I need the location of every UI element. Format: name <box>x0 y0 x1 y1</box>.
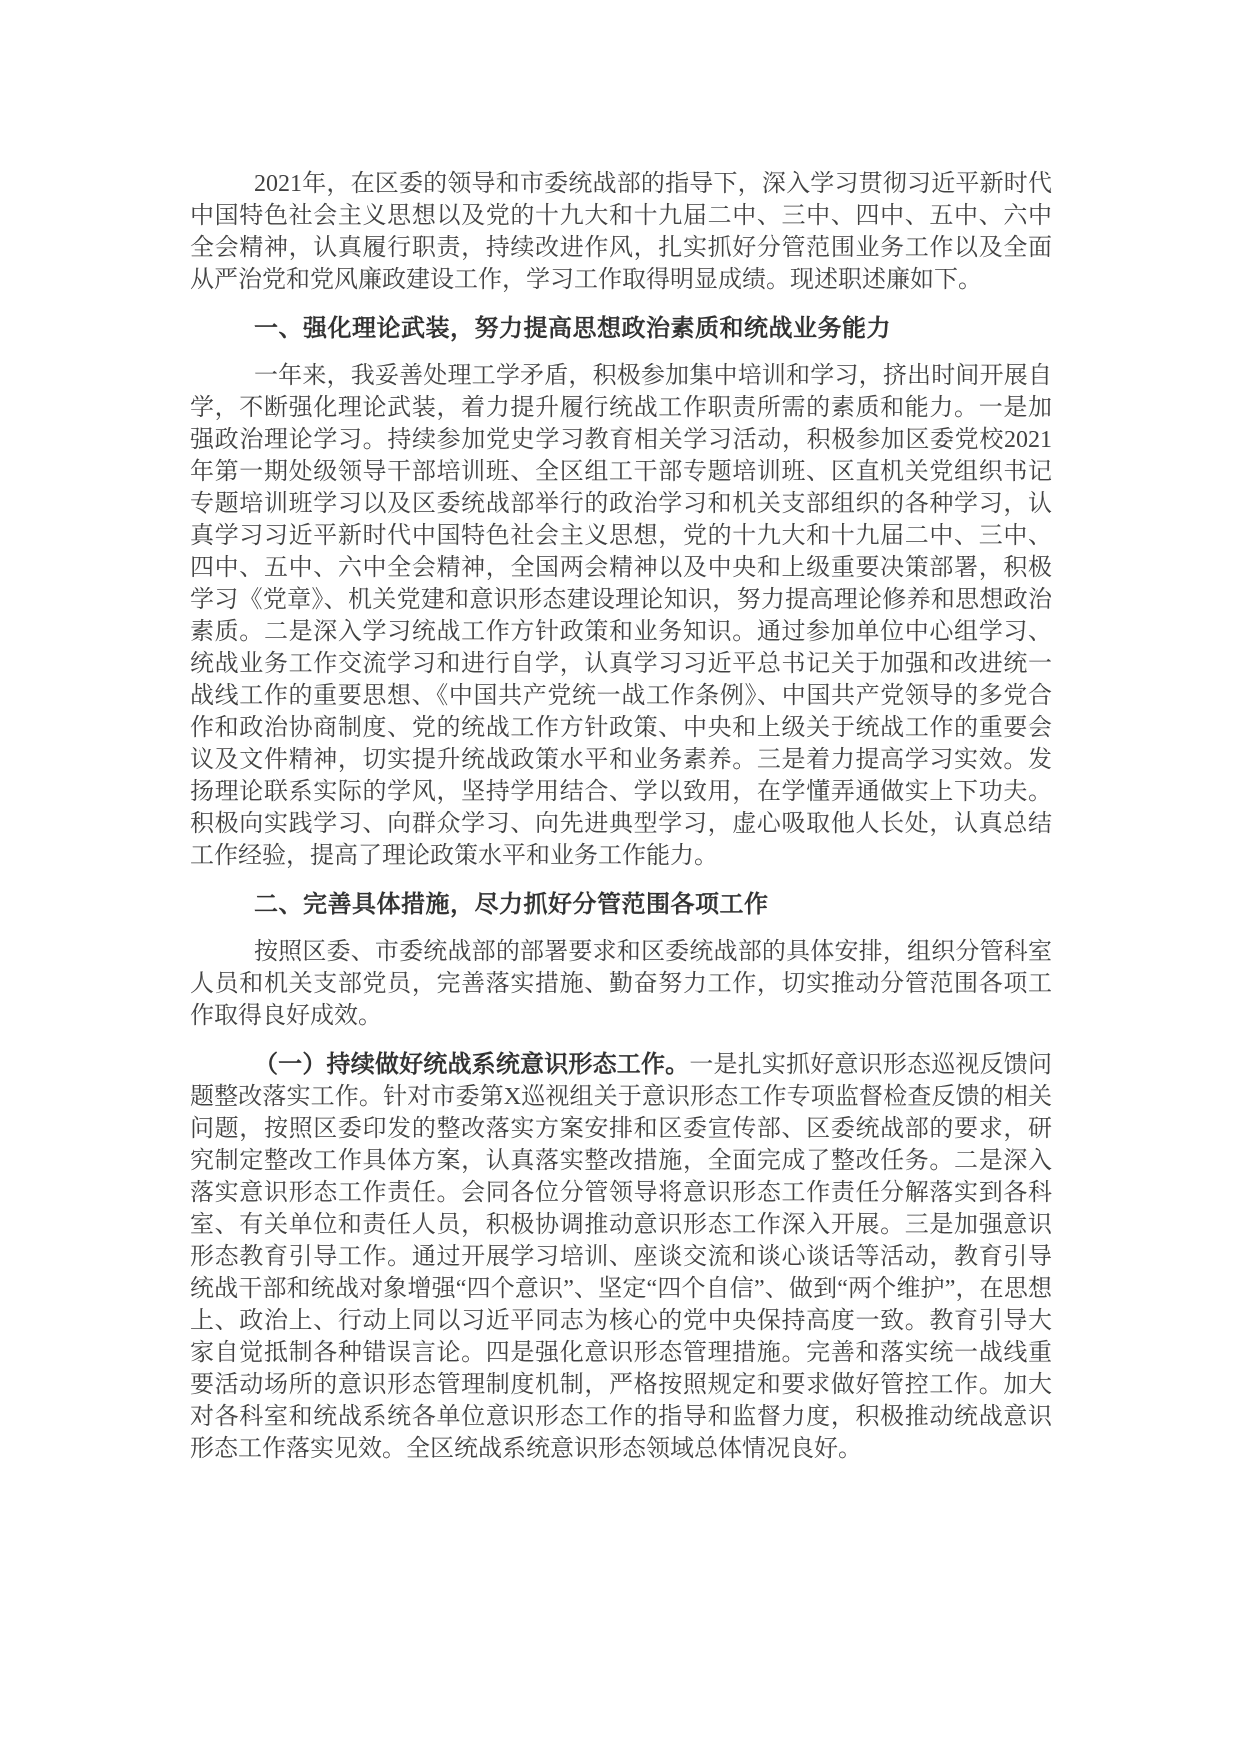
section-1-paragraph: 一年来，我妥善处理工学矛盾，积极参加集中培训和学习，挤出时间开展自学，不断强化理论武装，着力提升履行统战工作职责所需的素质和能力。一是加强政治理论学习。持续参加党史学习教育相关学习活动，积极参加区委党校2021年第一期处级领导干部培训班、全区组工干部专题培训班、区直机关党组织书记专题培训班学习以及区委统战部举行的政治学习和机关支部组织的各种学习，认真学习习近平新时代中国特色社会主义思想，党的十九大和十九届二中、三中、四中、五中、六中全会精神，全国两会精神以及中央和上级重要决策部署，积极学习《党章》、机关党建和意识形态建设理论知识，努力提高理论修养和思想政治素质。二是深入学习统战工作方针政策和业务知识。通过参加单位中心组学习、统战业务工作交流学习和进行自学，认真学习习近平总书记关于加强和改进统一战线工作的重要思想、《中国共产党统一战工作条例》、中国共产党领导的多党合作和政治协商制度、党的统战工作方针政策、中央和上级关于统战工作的重要会议及文件精神，切实提升统战政策水平和业务素养。三是着力提高学习实效。发扬理论联系实际的学风，坚持学用结合、学以致用，在学懂弄通做实上下功夫。积极向实践学习、向群众学习、向先进典型学习，虚心吸取他人长处，认真总结工作经验，提高了理论政策水平和业务工作能力。 <box>190 363 1052 869</box>
subsection-1-text: 一是扎实抓好意识形态巡视反馈问题整改落实工作。针对市委第X巡视组关于意识形态工作专项监督检查反馈的相关问题，按照区委印发的整改落实方案安排和区委宣传部、区委统战部的要求，研究制定整改工作具体方案，认真落实整改措施，全面完成了整改任务。二是深入落实意识形态工作责任。会同各位分管领导将意识形态工作责任分解落实到各科室、有关单位和责任人员，积极协调推动意识形态工作深入开展。三是加强意识形态教育引导工作。通过开展学习培训、座谈交流和谈心谈话等活动，教育引导统战干部和统战对象增强“四个意识”、坚定“四个自信”、做到“两个维护”，在思想上、政治上、行动上同以习近平同志为核心的党中央保持高度一致。教育引导大家自觉抵制各种错误言论。四是强化意识形态管理措施。完善和落实统一战线重要活动场所的意识形态管理制度机制，严格按照规定和要求做好管控工作。加大对各科室和统战系统各单位意识形态工作的指导和监督力度，积极推动统战意识形态工作落实见效。全区统战系统意识形态领域总体情况良好。 <box>190 1052 1052 1462</box>
document-body <box>190 168 1052 1465</box>
section-1-heading: 一、强化理论武装，努力提高思想政治素质和统战业务能力 <box>254 314 891 342</box>
section-2-heading: 二、完善具体措施，尽力抓好分管范围各项工作 <box>254 890 769 918</box>
section-2-paragraph: 按照区委、市委统战部的部署要求和区委统战部的具体安排，组织分管科室人员和机关支部党员，完善落实措施、勤奋努力工作，切实推动分管范围各项工作取得良好成效。 <box>190 939 1052 1029</box>
subsection-1-paragraph <box>190 1048 1052 1465</box>
subsection-1-lead: （一）持续做好统战系统意识形态工作。 <box>254 1050 690 1078</box>
intro-paragraph: 2021年，在区委的领导和市委统战部的指导下，深入学习贯彻习近平新时代中国特色社会主义思想以及党的十九大和十九届二中、三中、四中、五中、六中全会精神，认真履行职责，持续改进作风，扎实抓好分管范围业务工作以及全面从严治党和党风廉政建设工作，学习工作取得明显成绩。现述职述廉如下。 <box>190 171 1052 293</box>
